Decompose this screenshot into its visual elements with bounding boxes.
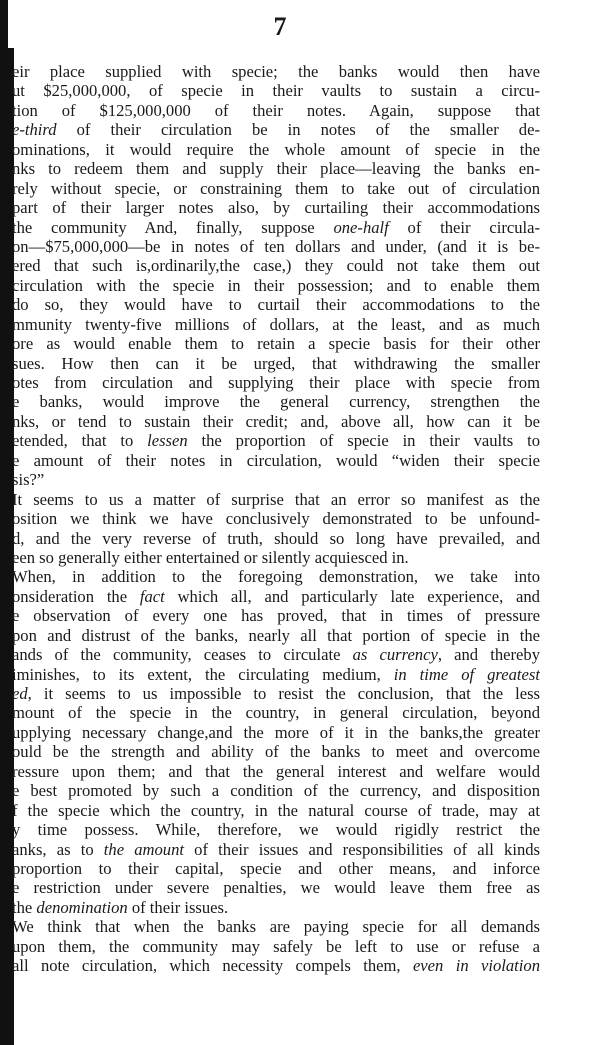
text-segment: e banks, would improve the general currency, strengthen the (12, 392, 540, 412)
text-line (12, 62, 540, 81)
text-line (12, 626, 540, 645)
text-line (12, 470, 540, 489)
text-segment: on—$75,000,000—be in notes of ten dollars and under, (and it is be- (12, 236, 540, 256)
text-segment: of their issues and responsibilities of all kinds (184, 839, 540, 859)
text-line (12, 820, 540, 839)
italic-text: in time of greatest (393, 664, 540, 684)
text-segment: e observation of every one has proved, that in times of pressure (12, 606, 540, 626)
text-line (12, 645, 540, 664)
text-line (12, 801, 540, 820)
italic-text: as currency (352, 645, 438, 665)
text-line (12, 159, 540, 178)
text-line (12, 179, 540, 198)
text-segment: of their circula- (388, 217, 540, 237)
text-line (12, 956, 540, 975)
text-segment: ut $25,000,000, of specie in their vaults to sustain a circu- (12, 81, 540, 101)
text-line (12, 781, 540, 800)
text-segment: eir place supplied with specie; the banks would then have (12, 62, 540, 81)
text-line (12, 684, 540, 703)
text-segment: iminishes, to its extent, the circulating medium, (12, 664, 394, 684)
text-segment: tion of $125,000,000 of their notes. Again, suppose that (12, 100, 540, 120)
text-line (12, 315, 540, 334)
text-segment: We think that when the banks are paying specie for all demands (12, 917, 540, 937)
text-segment: mount of the specie in the country, in general circulation, beyond (12, 703, 540, 723)
text-line (12, 81, 540, 100)
text-segment: ands of the community, ceases to circulate (12, 645, 353, 665)
text-segment: all note circulation, which necessity compels them, (12, 956, 413, 976)
text-line (12, 742, 540, 761)
text-segment: upon them, the community may safely be left to use or refuse a (12, 936, 540, 956)
text-line (12, 373, 540, 392)
text-segment: the (12, 897, 37, 917)
text-segment: proportion to their capital, specie and other means, and inforce (12, 858, 540, 878)
text-segment: e restriction under severe penalties, we would leave them free as (12, 878, 540, 898)
text-segment: osition we think we have conclusively demonstrated to be unfound- (12, 509, 540, 529)
text-segment: y time possess. While, therefore, we would rigidly restrict the (12, 820, 540, 840)
text-line (12, 703, 540, 722)
text-line (12, 548, 540, 567)
text-segment: part of their larger notes also, by curtailing their accommodations (12, 198, 540, 218)
text-segment: een so generally either entertained or silently acquiesced in. (12, 547, 409, 567)
text-segment: onsideration the (12, 586, 140, 606)
text-line (12, 451, 540, 470)
text-line (12, 665, 540, 684)
text-segment: , it seems to us impossible to resist the conclusion, that the less (27, 684, 540, 703)
text-segment: When, in addition to the foregoing demonstration, we take into (12, 567, 540, 587)
text-line (12, 529, 540, 548)
body-text (12, 62, 540, 976)
text-line (12, 878, 540, 897)
text-segment: the community And, finally, suppose (12, 217, 334, 237)
text-line (12, 198, 540, 217)
text-segment: sues. How then can it be urged, that withdrawing the smaller (12, 353, 540, 373)
text-line (12, 937, 540, 956)
text-segment: otes from circulation and supplying their place with specie from (12, 373, 540, 392)
text-segment: etended, that to (12, 431, 148, 451)
text-segment: nks to redeem them and supply their place—leaving the banks en- (12, 159, 540, 179)
text-segment: mmunity twenty-five millions of dollars, at the least, and as much (12, 314, 540, 334)
text-line (12, 859, 540, 878)
text-line (12, 509, 540, 528)
text-segment: It seems to us a matter of surprise that an error so manifest as the (12, 489, 540, 509)
text-line (12, 392, 540, 411)
text-segment: pon and distrust of the banks, nearly all that portion of specie in the (12, 625, 540, 645)
italic-text: even in violation (412, 956, 540, 976)
text-segment: of their issues. (127, 897, 229, 917)
text-line (12, 256, 540, 275)
text-line (12, 412, 540, 431)
text-line (12, 917, 540, 936)
italic-text: ed (12, 684, 28, 703)
text-segment: nks, or tend to sustain their credit; and, above all, how can it be (12, 411, 540, 431)
text-segment: ered that such is,ordinarily,the case,) they could not take them out (12, 256, 540, 276)
italic-text: one-half (333, 217, 389, 237)
text-segment: e best promoted by such a condition of the currency, and disposition (12, 781, 540, 801)
text-segment: rely without specie, or constraining them to take out of circulation (12, 178, 540, 198)
italic-text: fact (139, 586, 165, 606)
text-line (12, 295, 540, 314)
italic-text: the amount (103, 839, 185, 859)
text-line (12, 354, 540, 373)
text-line (12, 840, 540, 859)
text-segment: sis?” (12, 470, 45, 490)
text-segment: the proportion of specie in their vaults to (187, 431, 540, 451)
text-segment: ominations, it would require the whole amount of specie in the (12, 139, 540, 159)
italic-text: denomination (36, 897, 128, 917)
text-line (12, 490, 540, 509)
italic-text: e-third (12, 120, 57, 140)
text-segment: anks, as to (12, 839, 104, 859)
text-line (12, 334, 540, 353)
text-segment: d, and the very reverse of truth, should so long have prevailed, and (12, 528, 540, 548)
text-line (12, 101, 540, 120)
text-segment: f the specie which the country, in the natural course of trade, may at (12, 800, 540, 820)
text-segment: ore as would enable them to retain a specie basis for their other (12, 334, 540, 354)
text-line (12, 587, 540, 606)
text-segment: ressure upon them; and that the general interest and welfare would (12, 761, 540, 781)
page-number: 7 (273, 12, 287, 41)
text-line (12, 606, 540, 625)
text-line (12, 567, 540, 586)
text-line (12, 237, 540, 256)
text-line (12, 276, 540, 295)
text-line (12, 120, 540, 139)
text-segment: of their circulation be in notes of the smaller de- (56, 120, 540, 140)
text-segment: do so, they would have to curtail their accommodations to the (12, 295, 540, 315)
text-line (12, 762, 540, 781)
text-segment: , and thereby (437, 645, 540, 665)
text-line (12, 218, 540, 237)
text-line (12, 431, 540, 450)
text-line (12, 898, 540, 917)
text-line (12, 140, 540, 159)
text-segment: circulation with the specie in their possession; and to enable them (12, 275, 540, 295)
text-segment: ould be the strength and ability of the banks to meet and overcome (12, 742, 540, 762)
text-segment: which all, and particularly late experience, and (164, 586, 540, 606)
italic-text: lessen (147, 431, 188, 451)
text-segment: upplying necessary change,and the more of it in the banks,the greater (12, 722, 540, 742)
text-segment: e amount of their notes in circulation, would “widen their specie (12, 450, 540, 470)
text-line (12, 723, 540, 742)
